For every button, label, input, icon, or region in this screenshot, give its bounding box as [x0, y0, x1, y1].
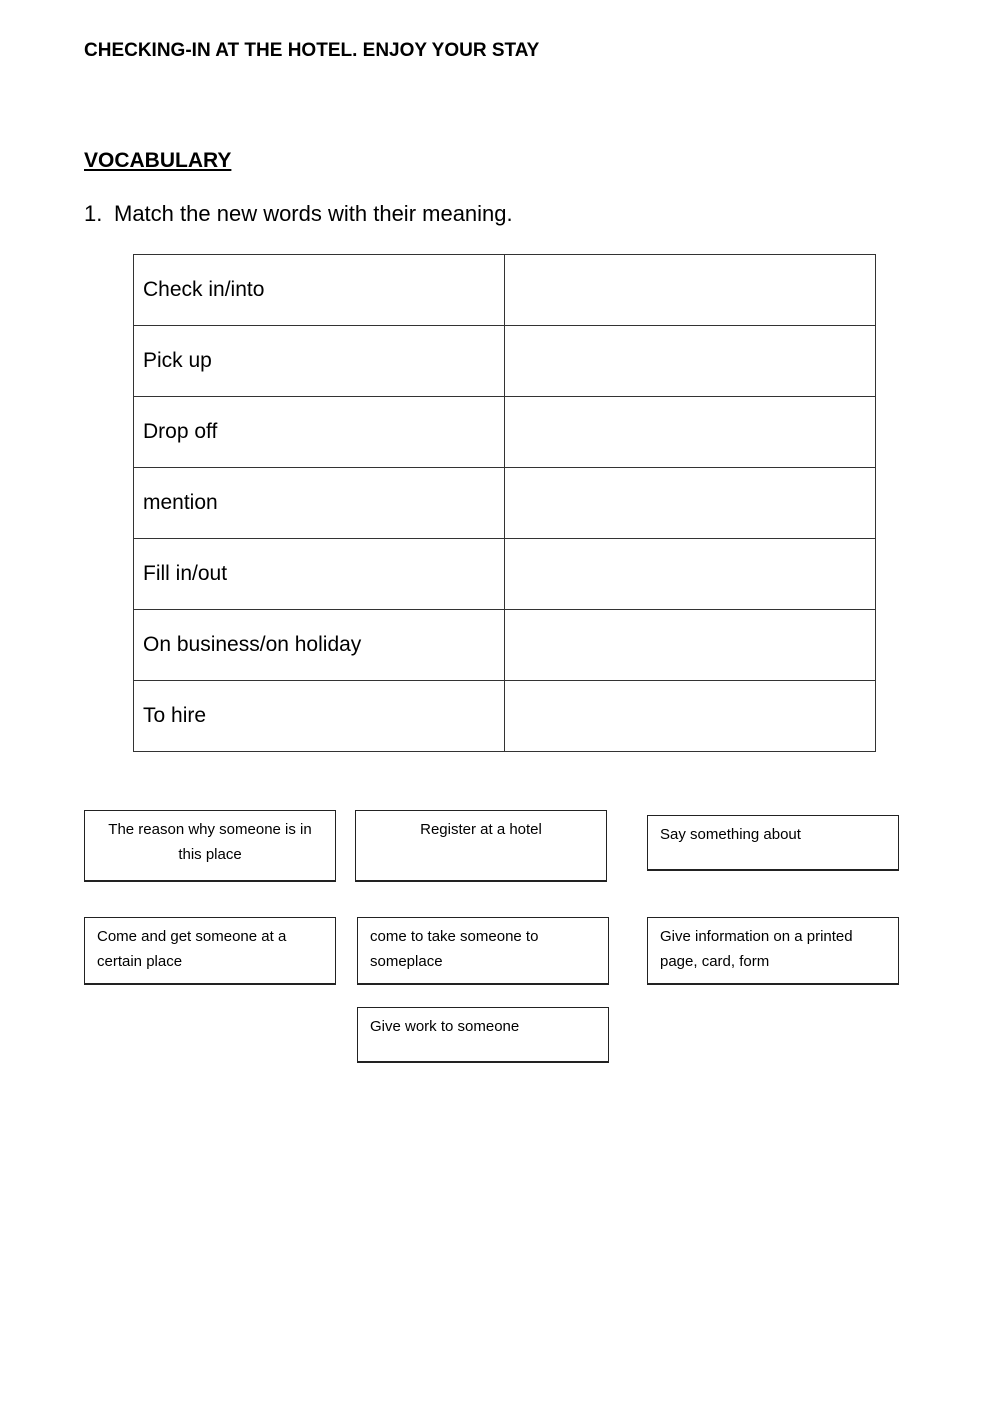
section-heading: VOCABULARY: [84, 149, 232, 172]
answer-drop-cell[interactable]: [505, 255, 876, 326]
meaning-card[interactable]: come to take someone to someplace: [357, 917, 609, 985]
meaning-card[interactable]: The reason why someone is in this place: [84, 810, 336, 882]
instruction: [84, 201, 513, 227]
table-row: [134, 681, 876, 752]
table-row: [134, 610, 876, 681]
word-cell: On business/on holiday: [134, 610, 505, 681]
answer-drop-cell[interactable]: [505, 468, 876, 539]
meaning-card[interactable]: Say something about: [647, 815, 899, 871]
answer-drop-cell[interactable]: [505, 326, 876, 397]
table-row: [134, 468, 876, 539]
answer-drop-cell[interactable]: [505, 539, 876, 610]
word-cell: Fill in/out: [134, 539, 505, 610]
answer-drop-cell[interactable]: [505, 681, 876, 752]
meaning-card[interactable]: Register at a hotel: [355, 810, 607, 882]
table-row: [134, 255, 876, 326]
instruction-text: Match the new words with their meaning.: [114, 201, 513, 226]
table-row: [134, 397, 876, 468]
word-cell: To hire: [134, 681, 505, 752]
meaning-card[interactable]: Give information on a printed page, card, form: [647, 917, 899, 985]
meaning-card[interactable]: Come and get someone at a certain place: [84, 917, 336, 985]
answer-drop-cell[interactable]: [505, 610, 876, 681]
worksheet-title: CHECKING-IN AT THE HOTEL. ENJOY YOUR STAY: [84, 40, 540, 61]
answer-drop-cell[interactable]: [505, 397, 876, 468]
word-cell: mention: [134, 468, 505, 539]
instruction-number: 1.: [84, 201, 103, 226]
meaning-card[interactable]: Give work to someone: [357, 1007, 609, 1063]
table-row: [134, 326, 876, 397]
word-cell: Drop off: [134, 397, 505, 468]
word-cell: Pick up: [134, 326, 505, 397]
word-cell: Check in/into: [134, 255, 505, 326]
matching-table: [133, 254, 876, 752]
table-row: [134, 539, 876, 610]
